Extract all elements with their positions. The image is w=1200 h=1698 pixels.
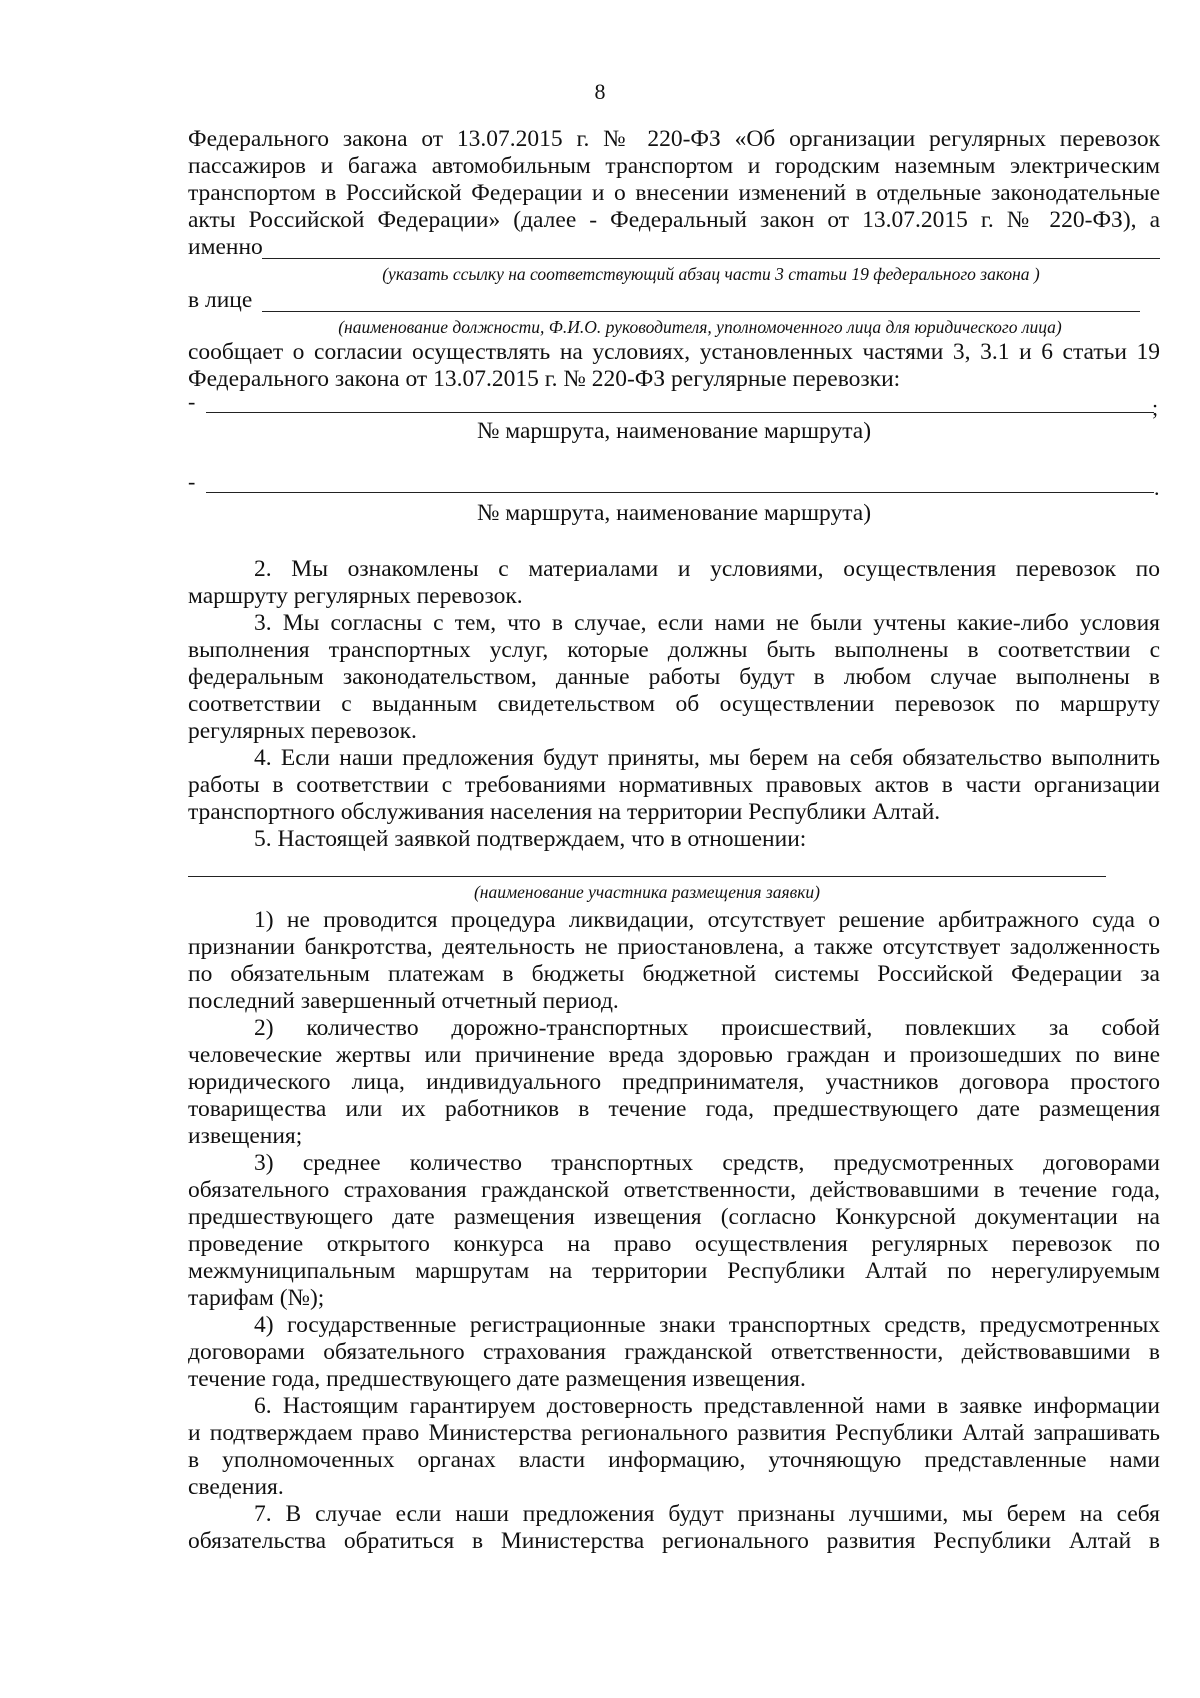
text-line: 4. Если наши предложения будут приняты, мы берем на себя обязательство выполнить (254, 745, 1160, 771)
text-line: извещения; (188, 1123, 303, 1149)
subitem-2 (188, 1015, 1160, 1150)
route-caption: № маршрута, наименование маршрута) (476, 418, 872, 444)
participant-hint: (наименование участника размещения заявки) (473, 882, 820, 902)
text-line: соответствии с выданным свидетельством об осуществлении перевозок по маршруту (188, 691, 1160, 717)
item-5 (188, 826, 1160, 853)
intro-paragraph (188, 126, 1160, 234)
imenno-fill-line[interactable] (262, 258, 1160, 259)
text-line: сведения. (188, 1474, 284, 1500)
text-line: маршруту регулярных перевозок. (188, 583, 523, 609)
text-line: и подтверждаем право Министерства регионального развития Республики Алтай запрашивать (188, 1420, 1160, 1446)
text-line: транспортного обслуживания населения на территории Республики Алтай. (188, 799, 941, 825)
text-line: юридического лица, индивидуального предпринимателя, участников договора простого (188, 1069, 1160, 1095)
text-line: 5. Настоящей заявкой подтверждаем, что в отношении: (254, 826, 807, 852)
vlice-fill-line[interactable] (262, 311, 1140, 312)
item-7 (188, 1501, 1160, 1555)
text-line: течение года, предшествующего дате размещения извещения. (188, 1366, 806, 1392)
route-fill-line[interactable] (206, 412, 1154, 413)
text-line: признании банкротства, деятельность не приостановлена, а также отсутствует задолженность (188, 934, 1160, 960)
imenno-hint: (указать ссылку на соответствующий абзац части 3 статьи 19 федерального закона ) (382, 264, 1040, 284)
text-line: обязательства обратиться в Министерства регионального развития Республики Алтай в (188, 1528, 1160, 1554)
text-line: последний завершенный отчетный период. (188, 988, 619, 1014)
text-line: 2) количество дорожно-транспортных происшествий, повлекших за собой (254, 1015, 1160, 1041)
text-line: в уполномоченных органах власти информацию, уточняющую представленные нами (188, 1447, 1160, 1473)
text-line: транспортом в Российской Федерации и о внесении изменений в отдельные законодательные (188, 180, 1160, 206)
text-line: 4) государственные регистрационные знаки транспортных средств, предусмотренных (254, 1312, 1160, 1338)
route-caption: № маршрута, наименование маршрута) (476, 500, 872, 526)
route-fill-line[interactable] (206, 492, 1154, 493)
text-line: регулярных перевозок. (188, 718, 417, 744)
text-line: работы в соответствии с требованиями нормативных правовых актов в части организации (188, 772, 1160, 798)
text-line: межмуниципальным маршрутам на территории Республики Алтай по нерегулируемым (188, 1258, 1160, 1284)
vlice-label: в лице (188, 287, 253, 313)
imenno-label: именно (188, 234, 263, 260)
text-line: 7. В случае если наши предложения будут признаны лучшими, мы берем на себя (254, 1501, 1160, 1527)
text-line: 2. Мы ознакомлены с материалами и условиями, осуществления перевозок по (254, 556, 1160, 582)
text-line: 3) среднее количество транспортных средств, предусмотренных договорами (254, 1150, 1160, 1176)
text-line: договорами обязательного страхования гражданской ответственности, действовавшими в (188, 1339, 1160, 1365)
text-line: человеческие жертвы или причинение вреда здоровью граждан и произошедших по вине (188, 1042, 1160, 1068)
route-end-mark: ; (1152, 395, 1159, 420)
subitem-4 (188, 1312, 1160, 1393)
text-line: 6. Настоящим гарантируем достоверность представленной нами в заявке информации (254, 1393, 1160, 1419)
subitem-1 (188, 907, 1160, 1015)
text-line: обязательного страхования гражданской ответственности, действовавшими в течение года, (188, 1177, 1160, 1203)
item-4 (188, 745, 1160, 826)
text-line: по обязательным платежам в бюджеты бюджетной системы Российской Федерации за (188, 961, 1160, 987)
route-dash: - (188, 389, 196, 414)
route-end-mark: . (1154, 475, 1160, 500)
consent-paragraph (188, 339, 1160, 393)
text-line: Федерального закона от 13.07.2015 г. № 220-ФЗ регулярные перевозки: (188, 366, 901, 392)
text-line: федеральным законодательством, данные работы будут в любом случае выполнены в (188, 664, 1160, 690)
text-line: выполнения транспортных услуг, которые должны быть выполнены в соответствии с (188, 637, 1160, 663)
participant-fill-line[interactable] (188, 876, 1106, 877)
text-line: проведение открытого конкурса на право осуществления регулярных перевозок по (188, 1231, 1160, 1257)
text-line: предшествующего дате размещения извещения (согласно Конкурсной документации на (188, 1204, 1160, 1230)
vlice-hint: (наименование должности, Ф.И.О. руководителя, уполномоченного лица для юридического лица) (338, 317, 1062, 337)
subitem-3 (188, 1150, 1160, 1312)
text-line: акты Российской Федерации» (далее - Федеральный закон от 13.07.2015 г. № 220-ФЗ), а (188, 207, 1160, 233)
route-dash: - (188, 469, 196, 494)
item-6 (188, 1393, 1160, 1501)
text-line: товарищества или их работников в течение года, предшествующего дате размещения (188, 1096, 1160, 1122)
page-number: 8 (594, 79, 606, 104)
text-line: пассажиров и багажа автомобильным транспортом и городским наземным электрическим (188, 153, 1160, 179)
imenno-row (188, 234, 1160, 261)
text-line: сообщает о согласии осуществлять на условиях, установленных частями 3, 3.1 и 6 статьи 19 (188, 339, 1160, 365)
text-line: тарифам (№); (188, 1285, 325, 1311)
item-3 (188, 610, 1160, 745)
item-2 (188, 556, 1160, 610)
text-line: 1) не проводится процедура ликвидации, отсутствует решение арбитражного суда о (254, 907, 1160, 933)
text-line: 3. Мы согласны с тем, что в случае, если нами не были учтены какие-либо условия (254, 610, 1160, 636)
vlice-row (188, 287, 1160, 314)
text-line: Федерального закона от 13.07.2015 г. № 220-ФЗ «Об организации регулярных перевозок (188, 126, 1160, 152)
